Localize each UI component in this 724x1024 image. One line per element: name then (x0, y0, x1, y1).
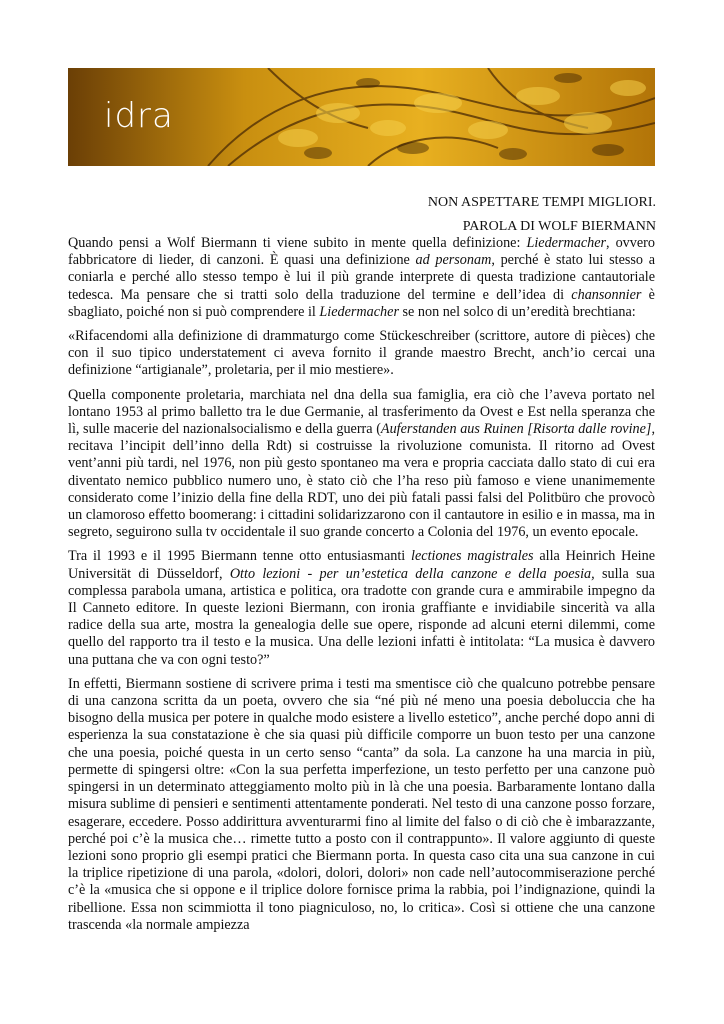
paragraph-2: «Rifacendomi alla definizione di drammaturgo come Stückeschreiber (scrittore, autore di pièces) che con il suo tipico understatement ci aveva fornito il grande maestro Brecht, anch’io cercai una definizione “artigianale”, proletaria, per il mio mestiere». (68, 328, 655, 379)
p3-text-a: Quella componente proletaria, marchiata nel dna della sua famiglia, era ciò che l’aveva portato nel lontano 1953 al primo balletto tra le due Germanie, al trasferimento da Ovest e Est nella speranza che lì, sulle macerie del nazionalsocialismo e della guerra ( (68, 386, 655, 438)
p4-text-e: sulla sua complessa parabola umana, artistica e politica, ora tradotte con grande cura e ammirabile impegno da Il Canneto editore. In queste lezioni Biermann, con ironia graffiante e invidiabile sincerità va alla radice della sua arte, mostra la genealogia delle sue opere, risponde ad alcuni eterni dilemmi, come quello del rapporto tra il testo e la musica. Una delle lezioni infatti è intitolata: “La musica è davvero una puttana che va con ogni testo?” (68, 565, 655, 668)
p4-text-c: alla Heinrich Heine Universität di Düsseldorf, (68, 548, 655, 582)
paragraph-4 (68, 548, 655, 668)
p1-italic-h: Liedermacher (319, 303, 399, 320)
p1-text-i: se non nel solco di un’eredità brechtiana: (398, 303, 636, 320)
header-banner (68, 68, 655, 166)
p1-italic-b: Liedermacher (526, 235, 607, 251)
p4-text-a: Tra il 1993 e il 1995 Biermann tenne otto entusiasmanti (68, 548, 412, 565)
paragraph-5: In effetti, Biermann sostiene di scrivere prima i testi ma smentisce ciò che qualcuno potrebbe pensare di una canzona scritta da un poeta, ovvero che sia “né più né meno una poesia deboluccia che ha bisogno della musica per potere in qualche modo esistere a livello estetico”, anche perché dopo anni di esperienza la sua constatazione è che sia quasi più difficile comporre un buon testo per una canzone che una poesia, poiché questa in un certo senso “canta” da sola. La canzone ha una marcia in più, permette di spingersi oltre: «Con la sua perfetta imperfezione, un testo perfetto per una canzone può spingersi in un determinato atteggiamento molto più in là che una poesia. Barbaramente lontano dalla misura sublime di pensieri e sentimenti attentamente ponderati. Nel testo di una canzone posso forzare, esagerare, eccedere. Posso addirittura avventurarmi fino al limite del falso o di ciò che è imbarazzante, perché poi c’è la musica che… rimette tutto a posto con il contrappunto». Il valore aggiunto di queste lezioni sono proprio gli esempi pratici che Biermann porta. In questa caso cita una sua canzone in cui la triplice ripetizione di una parola, «dolori, dolori, dolori» non cade nell’autocommiserazione perché c’è la «musica che si oppone e il triplice dolore fornisce prima la rabbia, poi l’indignazione, quindi la ribellione. Essa non scimmiotta il tono piagniculoso, no, lo critica». Così si ottiene che una canzone trascenda «la normale ampiezza (68, 675, 655, 933)
p1-text-e: , perché è stato lui stesso a coniarla e perché allo stesso tempo è lui il più grande interprete di questa tradizione cantautoriale tedesca. Ma pensare che si tratti solo della traduzione del termine e dell’idea di (68, 252, 655, 303)
p4-italic-b: lectiones magistrales (411, 548, 534, 565)
p1-italic-f: chansonnier (571, 286, 642, 303)
title-line-1: NON ASPETTARE TEMPI MIGLIORI. (427, 195, 656, 210)
paragraph-3 (68, 387, 655, 542)
article-body (68, 235, 655, 941)
idra-logo: idra (104, 96, 174, 136)
article-title (428, 193, 656, 241)
paragraph-1 (68, 235, 655, 321)
p4-italic-d: Otto lezioni - per un’estetica della canzone e della poesia, (229, 565, 595, 582)
p1-text-c: , ovvero fabbricatore di lieder, di canzoni. È quasi una definizione (68, 235, 655, 269)
p3-italic-b: Auferstanden aus Ruinen [Risorta dalle rovine] (380, 421, 652, 438)
p3-text-c: , recitava l’incipit dell’inno della Rdt) si costruisse la rivoluzione comunista. Il ritorno ad Ovest vent’anni più tardi, nel 1976, non più gesto spontaneo ma vera e propria cacciata dallo stato di cui era diventato nemico pubblico numero uno, è stato ciò che l’ha reso più famoso e viene unanimemente considerato come l’inizio della fine della RDT, uno dei più fatali passi falsi del Politbüro che provocò un clamoroso effetto boomerang: i cittadini solidarizzarono con il cantautore in esilio e in massa, ma in segreto, seguirono sulla tv occidentale il suo grande concerto a Colonia del 1976, un evento epocale. (68, 421, 655, 541)
p1-text-g: è sbagliato, poiché non si può comprendere il (68, 286, 655, 320)
title-line-2: PAROLA DI WOLF BIERMANN (462, 219, 656, 234)
p1-italic-d: ad personam (415, 252, 492, 269)
p1-text-a: Quando pensi a Wolf Biermann ti viene subito in mente quella definizione: (68, 235, 527, 251)
